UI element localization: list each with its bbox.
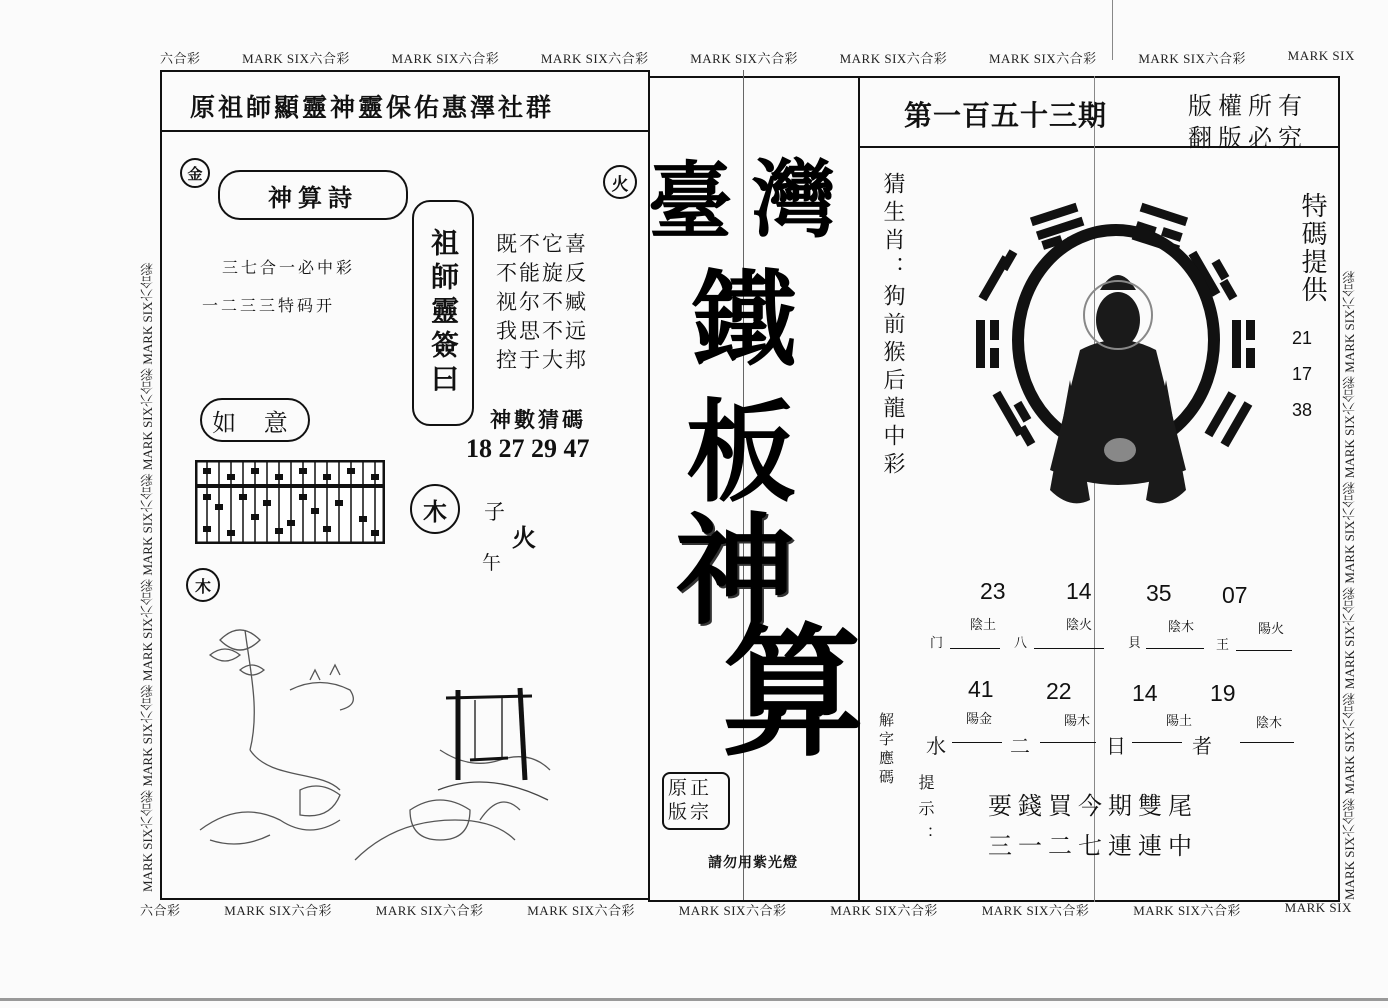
bottom-mark: MARK SIX六合彩 [830,903,938,918]
row2-char: 水 [926,734,946,758]
oracle-box [412,200,474,426]
top-mark: MARK SIX六合彩 [540,51,649,66]
decode-label: 解字應碼 [877,712,895,788]
row2-rule [1240,742,1294,743]
huo-char: 火 [512,523,536,552]
row1-rule [1034,648,1104,649]
poem-title-box [218,170,408,220]
left-banner: 原祖師顯靈神靈保佑惠澤社群 [190,93,555,122]
row1-tag: 陰土 [970,618,997,633]
top-mark: MARK SIX六合彩 [690,51,798,66]
hint-line-1: 要錢買今期雙尾 [988,792,1198,820]
scan-line [1112,0,1113,60]
sketch-illustration [180,600,560,870]
bottom-mark: MARK SIX六合彩 [981,903,1090,918]
row2-rule [1040,742,1096,743]
bottom-mark: MARK SIX六合彩 [527,903,635,918]
wu-char: 午 [482,552,502,574]
poem-line-2: 一二三三特码开 [202,296,336,315]
guess-zodiac: 猜生肖：狗前猴后龍中彩 [880,172,905,480]
row2-tag: 陰木 [1256,716,1283,731]
bottom-mark: MARK SIX [1284,900,1352,915]
row2-number: 41 [968,676,994,702]
title-char-wan: 灣 [752,150,837,249]
bottom-mark: MARK SIX六合彩 [678,903,787,918]
special-number: 17 [1292,364,1313,384]
copyright-line-1: 版權所有 [1188,92,1308,120]
row1-tag: 陰火 [1066,618,1093,633]
poem-title: 神算詩 [268,182,358,212]
bottom-mark: MARK SIX六合彩 [1133,903,1241,918]
row2-rule [952,742,1002,743]
oracle-line: 既不它喜 [496,232,588,256]
title-char-tie: 鐵 [692,258,797,381]
guess-label: 神數猜碼 [490,407,586,432]
top-mark: MARK SIX六合彩 [988,51,1097,66]
copyright-line-2: 翻版必究 [1188,124,1308,152]
row2-number: 22 [1046,678,1072,704]
issue-number: 第一百五十三期 [904,99,1108,132]
wood-circle-small: 木 [186,568,220,602]
row1-tag: 陰木 [1168,620,1195,635]
row2-rule [1132,742,1182,743]
row2-tag: 陽土 [1166,714,1193,729]
row1-rule [950,648,1000,649]
row1-rule [1236,650,1292,651]
top-mark: MARK SIX六合彩 [391,51,500,66]
row2-line [920,728,1294,762]
row1-rule [1146,648,1204,649]
title-char-tai: 臺 [648,152,733,251]
left-banner-divider [160,130,650,132]
bottom-mark: 六合彩 [140,903,181,918]
guess-numbers: 18 27 29 47 [466,434,590,463]
bottom-watermark-row [140,900,1352,919]
title-char-suan: 算 [722,610,864,776]
row2-char: 日 [1106,734,1126,758]
zi-char: 子 [484,500,505,524]
top-mark: 六合彩 [160,51,201,66]
bottom-mark: MARK SIX六合彩 [224,903,332,918]
ruyi-text: 如 意 [212,408,298,437]
right-watermark-column: MARK SIX六合彩 MARK SIX六合彩 MARK SIX六合彩 MARK SIX六合彩 MARK SIX六合彩 MARK SIX六合彩 [1342,270,1357,900]
abacus-image [195,460,385,544]
row2-char: 者 [1192,734,1212,758]
row1-number: 14 [1066,578,1092,604]
row1-char: 八 [1014,636,1028,651]
top-mark: MARK SIX六合彩 [242,51,350,66]
poem-line-1: 三七合一必中彩 [222,258,356,277]
metal-circle: 金 [180,158,210,188]
fire-circle: 火 [603,165,637,199]
top-mark: MARK SIX六合彩 [1138,51,1247,66]
oracle-line: 我思不远 [496,319,588,343]
stamp-line-2: 版宗 [668,801,713,823]
row2-char: 二 [1010,734,1030,758]
row1-number: 07 [1222,582,1248,608]
row1-char: 貝 [1128,636,1142,651]
row1-line [930,628,1292,658]
center-footer-note: 請勿用紫光燈 [708,855,798,871]
row2-number: 14 [1132,680,1158,706]
ruyi-box [200,398,310,442]
title-char-ban: 板 [686,388,796,517]
row2-tag: 陽金 [966,712,993,727]
hint-line-2: 三一二七連連中 [988,832,1198,860]
bottom-mark: MARK SIX六合彩 [375,903,484,918]
oracle-poem [496,230,588,375]
top-watermark-row [160,48,1355,67]
title-char-shen: 神 [675,501,795,642]
oracle-label: 祖師靈簽曰 [427,228,460,398]
special-code-label: 特碼提供 [1297,192,1327,304]
stamp-line-1: 原正 [668,777,713,799]
bagua-deity-image [970,190,1260,550]
row1-number: 35 [1146,580,1172,606]
oracle-line: 不能旋反 [496,261,588,285]
row1-number: 23 [980,578,1006,604]
oracle-line: 控于大邦 [496,348,588,372]
authentic-stamp [662,772,730,830]
row1-char: 门 [930,636,944,651]
top-mark: MARK SIX [1287,48,1355,63]
special-number: 21 [1292,328,1313,348]
special-number: 38 [1292,400,1313,420]
wood-circle-large: 木 [410,484,460,534]
row2-tag: 陽木 [1064,714,1091,729]
oracle-line: 视尔不臧 [496,290,588,314]
row1-tag: 陽火 [1258,622,1285,637]
row1-char: 王 [1216,638,1230,653]
top-mark: MARK SIX六合彩 [839,51,948,66]
row2-number: 19 [1210,680,1236,706]
scan-bottom-line [0,998,1388,1001]
hint-label: 提示： [916,774,935,852]
left-watermark-column: MARK SIX六合彩 MARK SIX六合彩 MARK SIX六合彩 MARK SIX六合彩 MARK SIX六合彩 MARK SIX六合彩 [140,262,155,892]
